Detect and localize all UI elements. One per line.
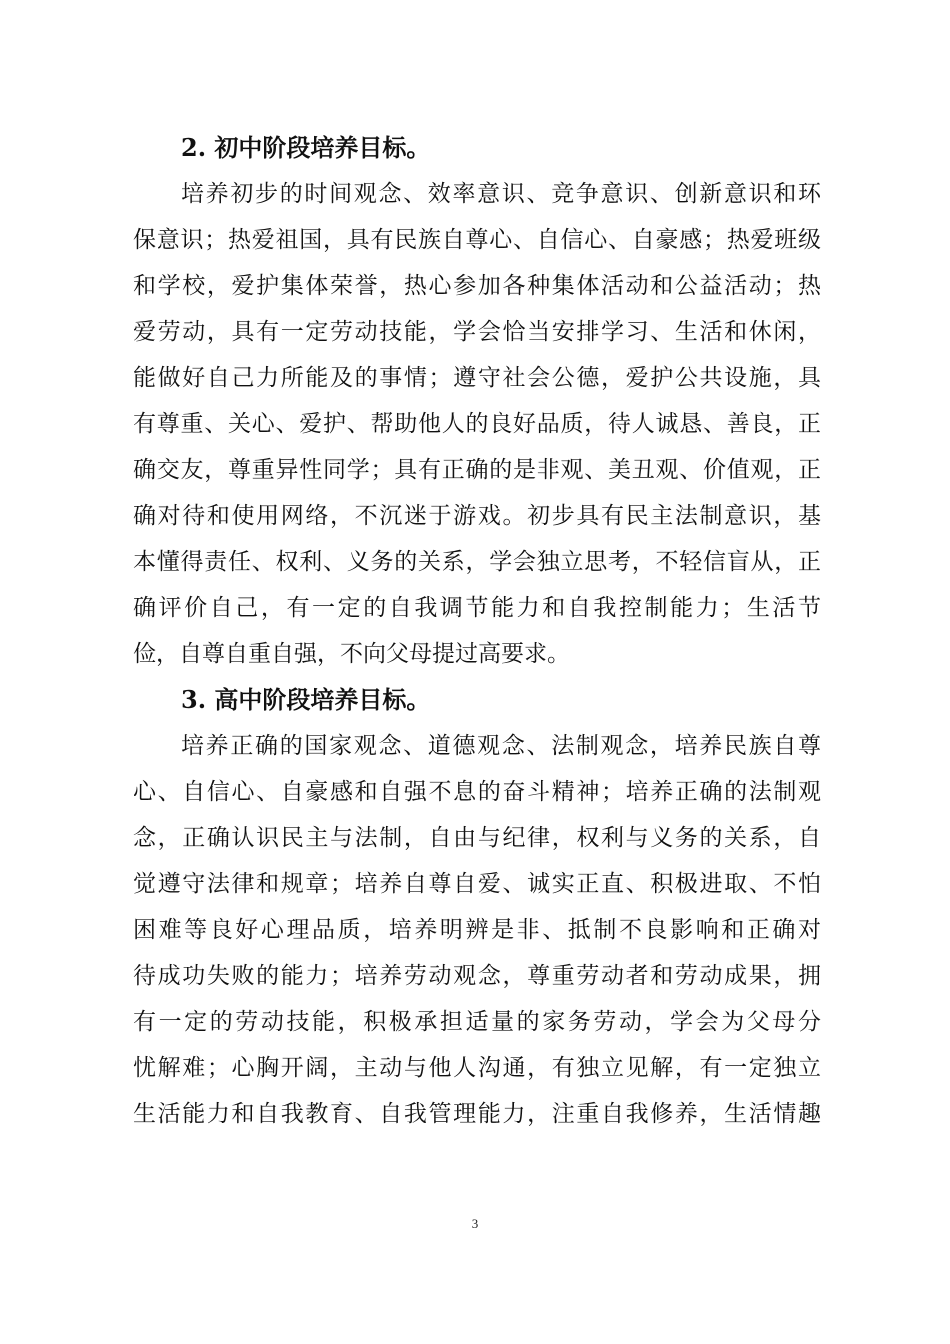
text-line: 确评价自己，有一定的自我调节能力和自我控制能力；生活节 bbox=[133, 595, 821, 621]
text-line: 和学校，爱护集体荣誉，热心参加各种集体活动和公益活动；热 bbox=[133, 273, 821, 299]
text-line: 能做好自己力所能及的事情；遵守社会公德，爱护公共设施，具 bbox=[133, 365, 821, 391]
text-line: 心、自信心、自豪感和自强不息的奋斗精神；培养正确的法制观 bbox=[133, 779, 821, 805]
text-line: 困难等良好心理品质，培养明辨是非、抵制不良影响和正确对 bbox=[133, 917, 821, 943]
paragraph-junior-high-goals bbox=[133, 171, 821, 677]
text-line: 培养正确的国家观念、道德观念、法制观念，培养民族自尊 bbox=[181, 733, 821, 759]
text-line: 有一定的劳动技能，积极承担适量的家务劳动，学会为父母分 bbox=[133, 1009, 821, 1035]
text-line: 觉遵守法律和规章；培养自尊自爱、诚实正直、积极进取、不怕 bbox=[133, 871, 821, 897]
text-line: 生活能力和自我教育、自我管理能力，注重自我修养，生活情趣 bbox=[133, 1101, 821, 1127]
document-body bbox=[133, 125, 821, 1137]
text-line: 念，正确认识民主与法制，自由与纪律，权利与义务的关系，自 bbox=[133, 825, 821, 851]
text-line: 忧解难；心胸开阔，主动与他人沟通，有独立见解，有一定独立 bbox=[133, 1055, 821, 1081]
section-heading-senior-high: 3. 高中阶段培养目标。 bbox=[181, 685, 431, 714]
text-line: 爱劳动，具有一定劳动技能，学会恰当安排学习、生活和休闲， bbox=[133, 319, 821, 345]
text-line: 确对待和使用网络，不沉迷于游戏。初步具有民主法制意识，基 bbox=[133, 503, 821, 529]
text-line: 俭，自尊自重自强，不向父母提过高要求。 bbox=[133, 641, 570, 667]
section-heading-junior-high: 2. 初中阶段培养目标。 bbox=[181, 133, 431, 162]
text-line: 培养初步的时间观念、效率意识、竞争意识、创新意识和环 bbox=[181, 181, 821, 207]
text-line: 确交友，尊重异性同学；具有正确的是非观、美丑观、价值观，正 bbox=[133, 457, 821, 483]
paragraph-senior-high-goals bbox=[133, 723, 821, 1137]
text-line: 待成功失败的能力；培养劳动观念，尊重劳动者和劳动成果，拥 bbox=[133, 963, 821, 989]
page-number: 3 bbox=[471, 1216, 479, 1231]
text-line: 保意识；热爱祖国，具有民族自尊心、自信心、自豪感；热爱班级 bbox=[133, 227, 821, 253]
text-line: 本懂得责任、权利、义务的关系，学会独立思考，不轻信盲从，正 bbox=[133, 549, 821, 575]
text-line: 有尊重、关心、爱护、帮助他人的良好品质，待人诚恳、善良，正 bbox=[133, 411, 821, 437]
